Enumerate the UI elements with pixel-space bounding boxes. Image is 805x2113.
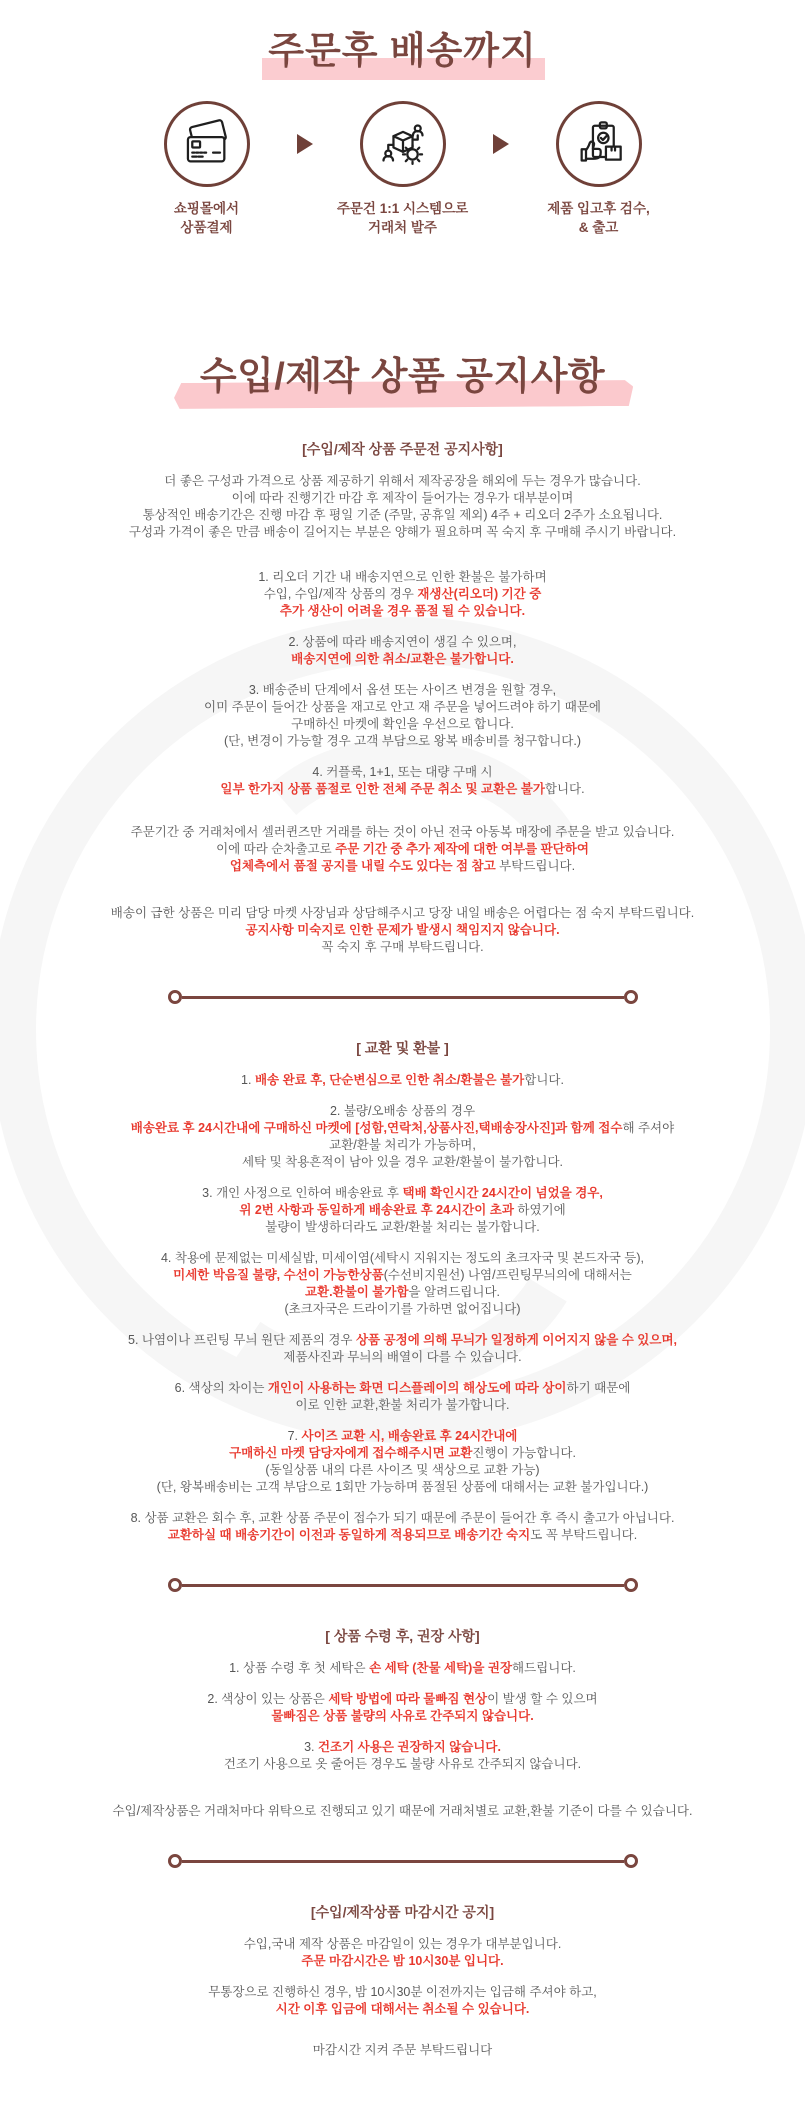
body-text: 2. 상품에 따라 배송지연이 생길 수 있으며, [288,635,517,650]
notice-paragraph [53,1936,753,1970]
notice-paragraph [53,1691,753,1725]
body-text: 2. 불량/오배송 상품의 경우 [329,1104,476,1119]
emphasis-red-text: 일부 한가지 상품 품절로 인한 전체 주문 취소 및 교환은 불가 [220,782,545,797]
paragraph-line [53,1527,753,1544]
paragraph-line [53,1120,753,1137]
body-text: 6. 색상의 차이는 [174,1381,268,1396]
emphasis-red-text: 교환.환불이 불가함 [304,1285,409,1300]
step-label-line: 쇼핑몰에서 [173,200,240,216]
body-text: (동일상품 내의 다른 사이즈 및 색상으로 교환 가능) [265,1463,540,1478]
notice-paragraph [53,1984,753,2018]
body-text: 합니다. [524,1073,564,1088]
process-title-row [53,30,753,73]
body-text: 이에 따라 순차출고로 [216,842,336,857]
body-text: 이 발생 할 수 있으며 [487,1692,598,1707]
body-text: 통상적인 배송기간은 진행 마감 후 평일 기준 (주말, 공휴일 제외) 4주 + 리오더 2주가 소요됩니다. [142,508,663,523]
inspection-shipping-icon [556,101,642,187]
body-text: (단, 변경이 가능할 경우 고객 부담으로 왕복 배송비를 청구합니다.) [223,734,581,749]
section-divider [168,1854,638,1868]
paragraph-line [53,1510,753,1527]
emphasis-red-text: 세탁 방법에 따라 물빠짐 현상 [328,1692,488,1707]
body-text: 구매하신 마켓에 확인을 우선으로 합니다. [291,717,514,732]
notice-paragraph [53,764,753,798]
emphasis-red-text: 재생산(리오더) 기간 중 [417,587,542,602]
paragraph-line [53,1708,753,1725]
section-heading: [수입/제작상품 마감시간 공지] [310,1904,495,1921]
divider-line [182,996,624,999]
paragraph-line [53,1756,753,1773]
paragraph-line [53,1202,753,1219]
product-notice-page [53,30,753,2060]
paragraph-line [53,922,753,939]
notice-paragraph [53,1510,753,1544]
body-text: 해드립니다. [512,1661,576,1676]
paragraph-line [53,1397,753,1414]
section-divider [168,1578,638,1592]
paragraph-line [53,586,753,603]
paragraph-line [53,2001,753,2018]
body-text: 1. [241,1073,255,1088]
emphasis-red-text: 위 2번 사항과 동일하게 배송완료 후 24시간이 초과 [239,1203,514,1218]
paragraph-line [53,1219,753,1236]
paragraph-line [53,1660,753,1677]
divider-end-dot [624,1854,638,1868]
paragraph-line [53,1250,753,1267]
body-text: 꼭 숙지 후 구매 부탁드립니다. [321,940,484,955]
body-text: (수선비지원선) 나염/프린팅무늬의에 대해서는 [383,1268,632,1283]
notice-paragraph [53,1380,753,1414]
body-text: 배송이 급한 상품은 미리 담당 마켓 사장님과 상담해주시고 당장 내일 배송은 어렵다는 점 숙지 부탁드립니다. [110,906,695,921]
notice-paragraph [53,1428,753,1496]
notice-paragraph [53,1185,753,1236]
process-title-highlight [268,30,536,73]
emphasis-red-text: 추가 생산이 어려울 경우 품절 될 수 있습니다. [279,604,526,619]
emphasis-red-text: 물빠짐은 상품 불량의 사유로 간주되지 않습니다. [271,1709,534,1724]
divider-end-dot [168,990,182,1004]
notice-paragraph [53,905,753,956]
body-text: 4. 커플룩, 1+1, 또는 대량 구매 시 [312,765,493,780]
paragraph-line [53,1301,753,1318]
paragraph-line [53,939,753,956]
paragraph-line [53,1445,753,1462]
paragraph-line [53,1691,753,1708]
body-text: 3. 개인 사정으로 인하여 배송완료 후 [202,1186,403,1201]
body-text: 을 알려드립니다. [408,1285,501,1300]
body-text: 부탁드립니다. [499,859,576,874]
paragraph-line [53,733,753,750]
step-label [547,199,650,238]
paragraph-line [53,1103,753,1120]
credit-card-icon [164,101,250,187]
divider-end-dot [168,1578,182,1592]
emphasis-red-text: 교환하실 때 배송기간이 이전과 동일하게 적용되므로 배송기간 숙지 [167,1528,531,1543]
body-text: 3. [304,1740,318,1755]
notice-paragraph [53,473,753,541]
notice-body [53,439,753,2113]
step-label-line: & 출고 [578,220,619,236]
step-label [174,199,239,238]
notice-paragraph [53,1803,753,1820]
divider-line [182,1584,624,1587]
body-text: 7. [287,1429,302,1444]
step-label [337,199,468,238]
divider-end-dot [624,990,638,1004]
paragraph-line [53,1953,753,1970]
paragraph-line [53,1072,753,1089]
body-text: 세탁 및 착용흔적이 남아 있을 경우 교환/환불이 불가합니다. [241,1155,564,1170]
emphasis-red-text: 손 세탁 (찬물 세탁)을 권장 [369,1661,513,1676]
body-text: 제품사진과 무늬의 배열이 다를 수 있습니다. [283,1350,522,1365]
body-text: 이로 인한 교환,환불 처리가 불가합니다. [295,1398,510,1413]
body-text: 교환/환불 처리가 가능하며, [329,1138,476,1153]
paragraph-line [53,2042,753,2059]
body-text: 진행이 가능합니다. [472,1446,576,1461]
notice-paragraph [53,1660,753,1677]
notice-title: 수입/제작 상품 공지사항 [199,355,606,398]
notice-paragraph [53,634,753,668]
paragraph-line [53,634,753,651]
body-text: 무통장으로 진행하신 경우, 밤 10시30분 이전까지는 입금해 주셔야 하고, [208,1985,597,2000]
body-text: 4. 착용에 문제없는 미세실밥, 미세이염(세탁시 지워지는 정도의 초크자국 및 본드자국 등), [160,1251,645,1266]
notice-paragraph [53,569,753,620]
paragraph-line [53,1349,753,1366]
section-heading: [ 상품 수령 후, 권장 사항] [325,1628,480,1645]
emphasis-red-text: 주문 기간 중 추가 제작에 대한 여부를 판단하여 [335,842,589,857]
body-text: 하였기에 [513,1203,566,1218]
notice-paragraph [53,1250,753,1318]
body-text: 하기 때문에 [566,1381,631,1396]
paragraph-line [53,764,753,781]
notice-paragraph [53,1739,753,1773]
body-text: 더 좋은 구성과 가격으로 상품 제공하기 위해서 제작공장을 해외에 두는 경우가 많습니다. [164,474,641,489]
step-inspection-shipping [515,101,683,238]
emphasis-red-text: 미세한 박음질 불량, 수선이 가능한상품 [173,1268,384,1283]
paragraph-line [53,1267,753,1284]
paragraph-line [53,905,753,922]
paragraph-line [53,1428,753,1445]
body-text: 마감시간 지켜 주문 부탁드립니다 [312,2043,493,2058]
step-order-system [319,101,487,238]
step-label-line: 거래처 발주 [368,220,437,236]
body-text: 주문기간 중 거래처에서 셀러퀸즈만 거래를 하는 것이 아닌 전국 아동복 매장에 주문을 받고 있습니다. [130,825,675,840]
paragraph-line [53,1137,753,1154]
paragraph-line [53,1479,753,1496]
paragraph-line [53,1185,753,1202]
body-text: 건조기 사용으로 옷 줄어든 경우도 불량 사유로 간주되지 않습니다. [223,1757,582,1772]
paragraph-line [53,1803,753,1820]
body-text: 2. 색상이 있는 상품은 [207,1692,329,1707]
emphasis-red-text: 공지사항 미숙지로 인한 문제가 발생시 책임지지 않습니다. [245,923,560,938]
emphasis-red-text: 택배 확인시간 24시간이 넘었을 경우, [402,1186,603,1201]
body-text: 구성과 가격이 좋은 만큼 배송이 길어지는 부분은 양해가 필요하며 꼭 숙지 후 구매해 주시기 바랍니다. [128,525,677,540]
notice-paragraph [53,682,753,750]
body-text: 합니다. [544,782,585,797]
body-text: 이미 주문이 들어간 상품을 재고로 안고 재 주문을 넣어드려야 하기 때문에 [204,700,601,715]
paragraph-line [53,781,753,798]
body-text: (초크자국은 드라이기를 가하면 없어집니다) [284,1302,521,1317]
notice-paragraph [53,824,753,875]
paragraph-line [53,524,753,541]
paragraph-line [53,490,753,507]
import-production-notice-section [53,356,753,2113]
emphasis-red-text: 사이즈 교환 시, 배송완료 후 24시간내에 [301,1429,518,1444]
body-text: 5. 나염이나 프린팅 무늬 원단 제품의 경우 [128,1333,356,1348]
emphasis-red-text: 건조기 사용은 권장하지 않습니다. [317,1740,501,1755]
emphasis-red-text: 개인이 사용하는 화면 디스플레이의 해상도에 따라 상이 [267,1381,567,1396]
paragraph-line [53,858,753,875]
notice-paragraph [53,1072,753,1089]
paragraph-line [53,824,753,841]
emphasis-red-text: 시간 이후 입금에 대해서는 취소될 수 있습니다. [275,2002,530,2017]
step-payment [123,101,291,238]
paragraph-line [53,1462,753,1479]
section-divider [168,990,638,1004]
body-text: 수입, 수입/제작 상품의 경우 [263,587,418,602]
arrow-right-icon [493,134,509,154]
process-steps [53,101,753,238]
notice-paragraph [53,1103,753,1171]
body-text: 수입/제작상품은 거래처마다 위탁으로 진행되고 있기 때문에 거래처별로 교환,환불 기준이 다를 수 있습니다. [112,1804,693,1819]
emphasis-red-text: 주문 마감시간은 밤 10시30분 입니다. [301,1954,504,1969]
notice-paragraph [53,2042,753,2059]
section-heading: [ 교환 및 환불 ] [356,1040,449,1057]
arrow-right-icon [297,134,313,154]
emphasis-red-text: 상품 공정에 의해 무늬가 일정하게 이어지지 않을 수 있으며, [355,1333,677,1348]
paragraph-line [53,507,753,524]
paragraph-line [53,569,753,586]
step-label-line: 상품결제 [180,220,233,236]
emphasis-red-text: 구매하신 마켓 담당자에게 접수해주시면 교환 [229,1446,473,1461]
body-text: 1. 리오더 기간 내 배송지연으로 인한 환불은 불가하며 [258,570,547,585]
body-text: 해 주셔야 [622,1121,675,1136]
notice-title-row [53,356,753,400]
emphasis-red-text: 업체측에서 품절 공지를 내릴 수도 있다는 점 참고 [229,859,500,874]
divider-end-dot [624,1578,638,1592]
emphasis-red-text: 배송지연에 의한 취소/교환은 불가합니다. [291,652,514,667]
paragraph-line [53,1154,753,1171]
paragraph-line [53,1332,753,1349]
body-text: (단, 왕복배송비는 고객 부담으로 1회만 가능하며 품절된 상품에 대해서는 교환 불가입니다.) [156,1480,649,1495]
paragraph-line [53,1380,753,1397]
body-text: 1. 상품 수령 후 첫 세탁은 [229,1661,370,1676]
paragraph-line [53,716,753,733]
emphasis-red-text: 배송완료 후 24시간내에 구매하신 마켓에 [성함,연락처,상품사진,택배송장사진]과 함께 접수 [130,1121,623,1136]
step-label-line: 주문건 1:1 시스템으로 [336,200,469,216]
body-text: 수입,국내 제작 상품은 마감일이 있는 경우가 대부분입니다. [243,1937,562,1952]
paragraph-line [53,1984,753,2001]
paragraph-line [53,603,753,620]
paragraph-line [53,1284,753,1301]
step-label-line: 제품 입고후 검수, [547,200,650,216]
paragraph-line [53,473,753,490]
order-system-icon [360,101,446,187]
notice-title-highlight [200,356,605,400]
paragraph-line [53,1936,753,1953]
body-text: 불량이 발생하더라도 교환/환불 처리는 불가합니다. [265,1220,540,1235]
body-text: 도 꼭 부탁드립니다. [530,1528,638,1543]
divider-line [182,1860,624,1863]
paragraph-line [53,841,753,858]
section-heading: [수입/제작 상품 주문전 공지사항] [302,441,503,458]
paragraph-line [53,651,753,668]
paragraph-line [53,699,753,716]
body-text: 이에 따라 진행기간 마감 후 제작이 들어가는 경우가 대부분이며 [231,491,574,506]
order-process-section [53,30,753,238]
notice-paragraph [53,1332,753,1366]
process-title: 주문후 배송까지 [268,30,537,71]
body-text: 3. 배송준비 단계에서 옵션 또는 사이즈 변경을 원할 경우, [248,683,557,698]
paragraph-line [53,1739,753,1756]
body-text: 8. 상품 교환은 회수 후, 교환 상품 주문이 접수가 되기 때문에 주문이 들어간 후 즉시 출고가 아닙니다. [130,1511,675,1526]
divider-end-dot [168,1854,182,1868]
paragraph-line [53,682,753,699]
emphasis-red-text: 배송 완료 후, 단순변심으로 인한 취소/환불은 불가 [254,1073,525,1088]
